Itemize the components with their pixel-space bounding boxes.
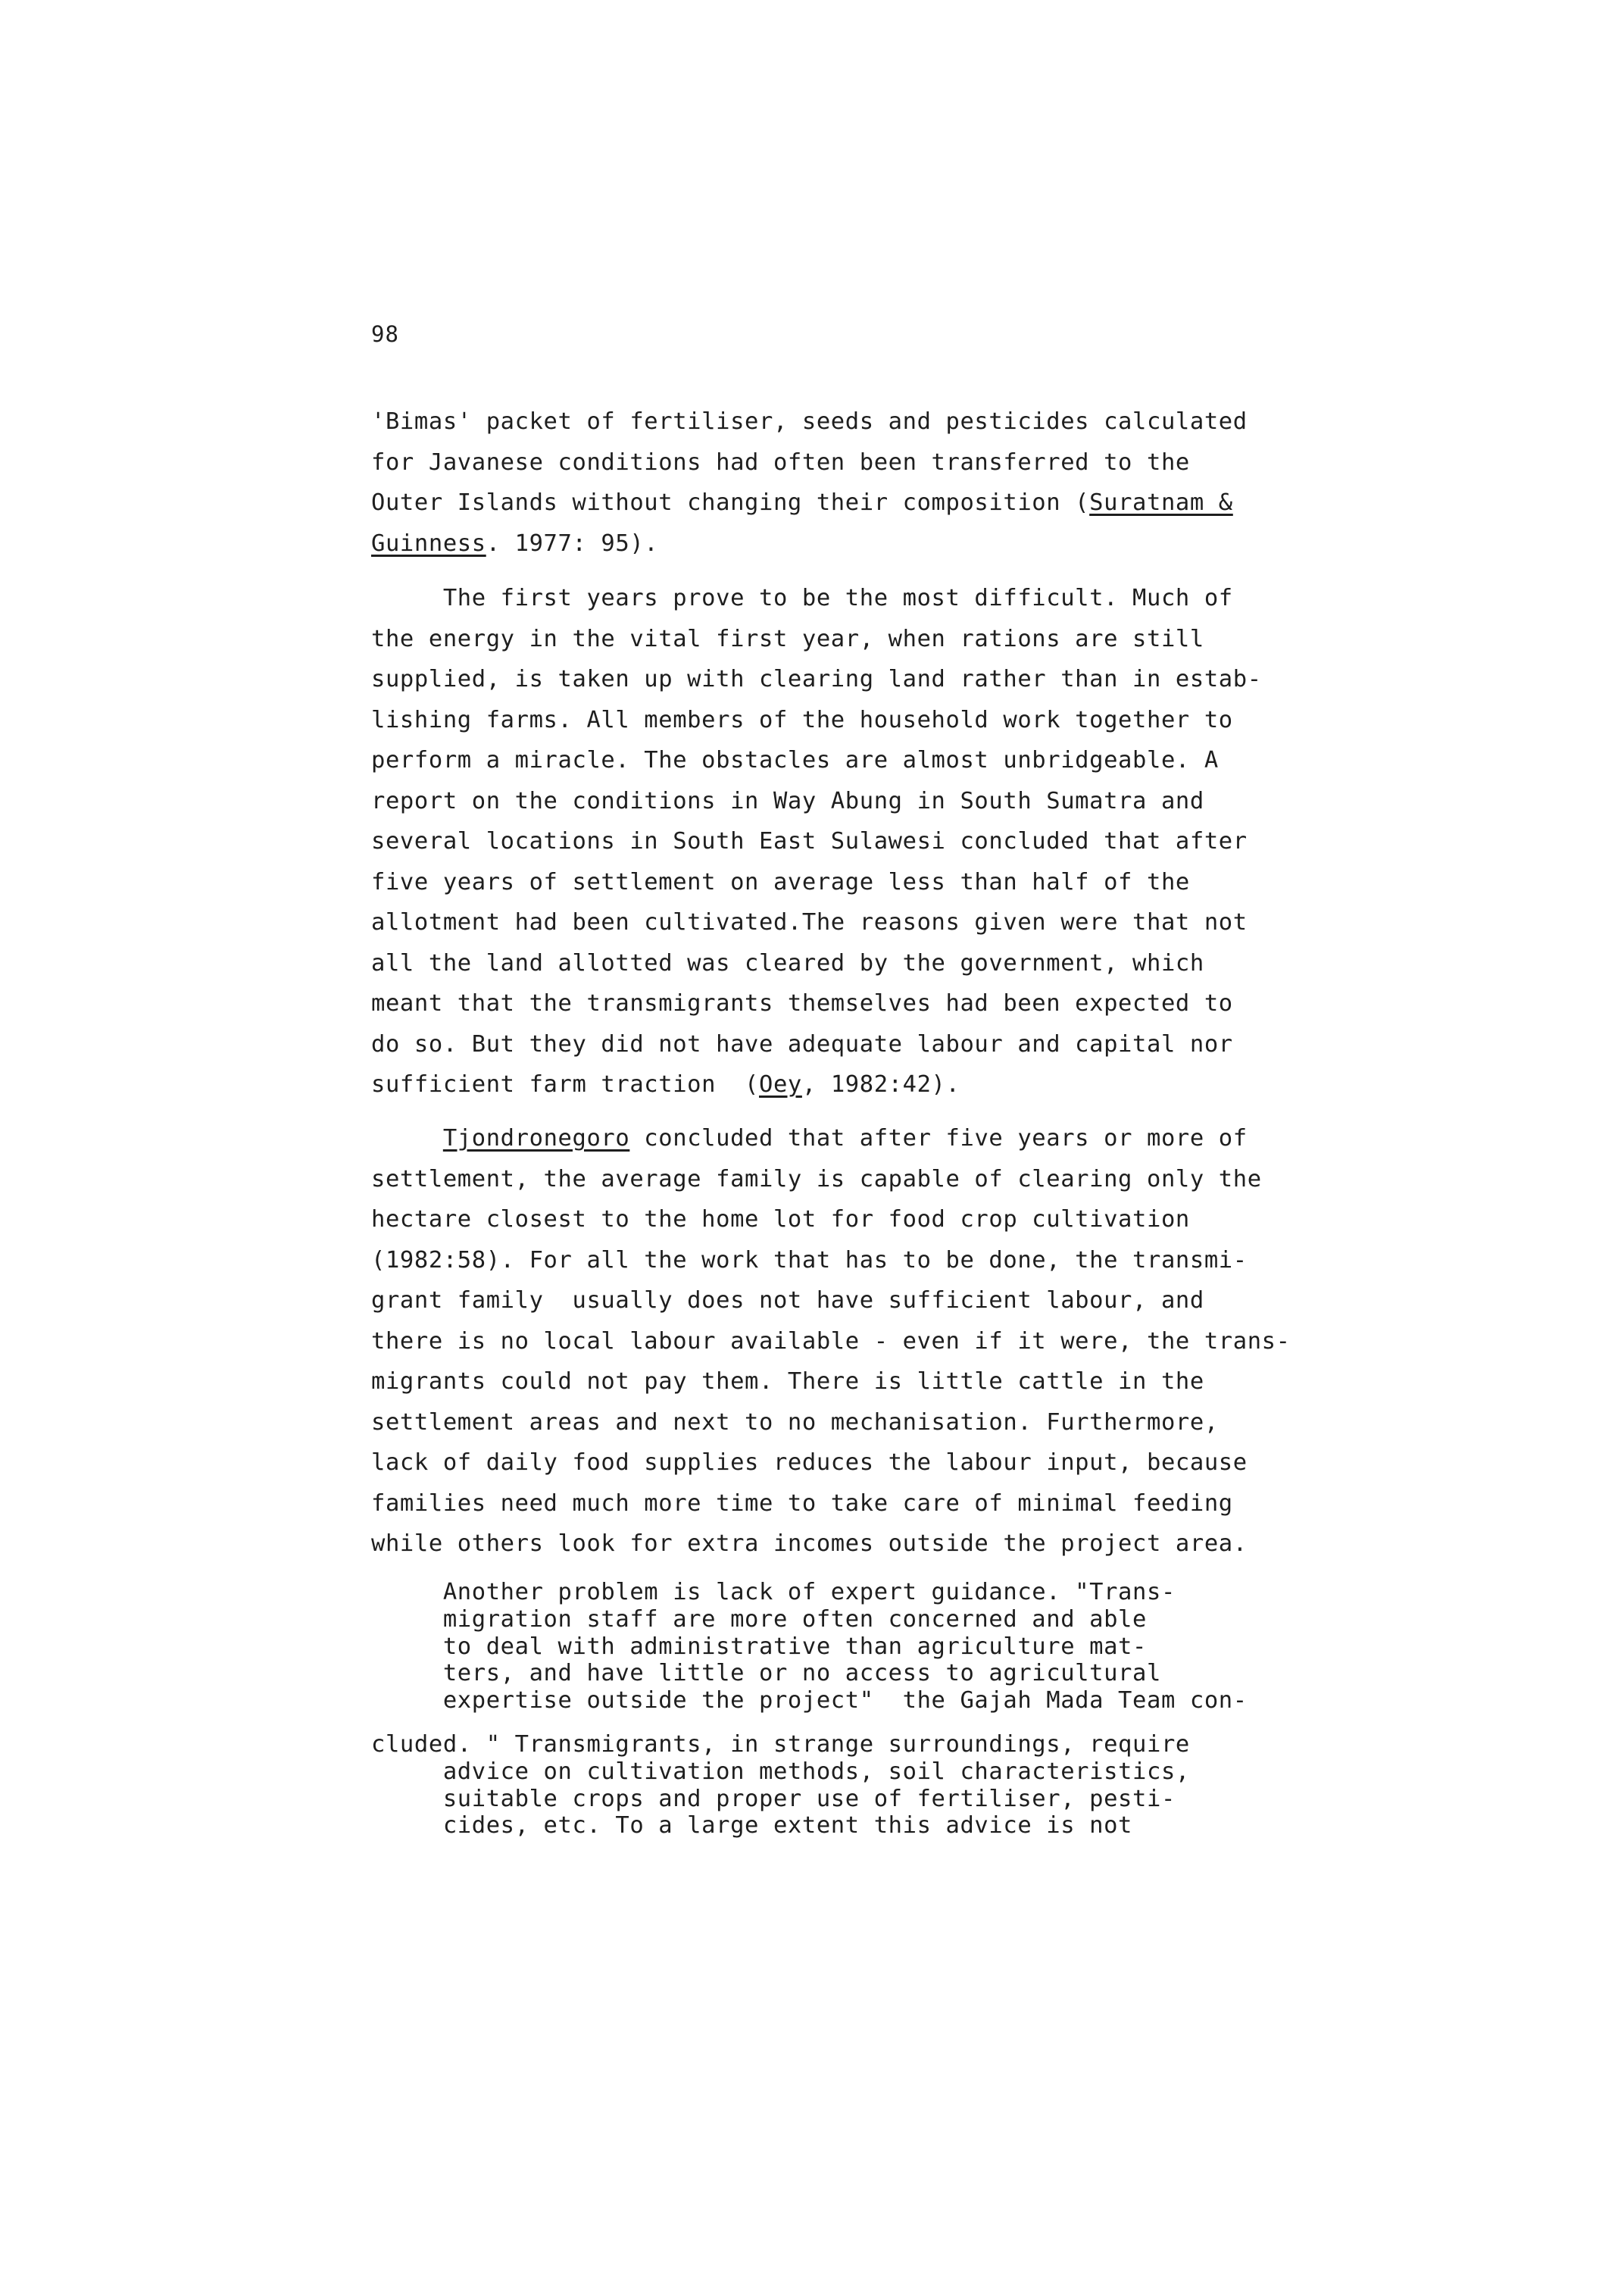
text-line (371, 1118, 1447, 1159)
paragraph-1 (371, 402, 1447, 564)
text-line: allotment had been cultivated.The reasons given were that not (371, 909, 1248, 936)
text-line: do so. But they did not have adequate labour and capital nor (371, 1030, 1233, 1058)
text-line: cluded. " Transmigrants, in strange surroundings, require (371, 1730, 1190, 1758)
text-segment: . 1977: 95). (486, 530, 659, 557)
text-segment: Outer Islands without changing their composition ( (371, 489, 1090, 516)
text-line: report on the conditions in Way Abung in South Sumatra and (371, 787, 1204, 814)
text-line: lack of daily food supplies reduces the labour input, because (371, 1449, 1248, 1476)
paragraph-3 (371, 1118, 1447, 1564)
text-segment: sufficient farm traction ( (371, 1071, 759, 1098)
text-line: settlement, the average family is capable of clearing only the (371, 1165, 1262, 1192)
text-line (371, 524, 1447, 564)
text-line: migrants could not pay them. There is little cattle in the (371, 1368, 1204, 1395)
text-line: The first years prove to be the most difficult. Much of (371, 585, 1233, 611)
text-segment (371, 1125, 443, 1152)
text-line: several locations in South East Sulawesi concluded that after (371, 828, 1248, 855)
text-segment: concluded that after five years or more of (629, 1125, 1248, 1152)
text-line: five years of settlement on average less than half of the (371, 868, 1190, 895)
text-line: hectare closest to the home lot for food crop cultivation (371, 1206, 1190, 1233)
text-line: migration staff are more often concerned and able (371, 1605, 1147, 1633)
text-line: Another problem is lack of expert guidance. "Trans- (371, 1579, 1176, 1605)
text-line: advice on cultivation methods, soil characteristics, (371, 1758, 1190, 1785)
citation-suratnam: Suratnam & (1089, 489, 1233, 516)
text-line: all the land allotted was cleared by the government, which (371, 949, 1204, 977)
citation-tjondronegoro: Tjondronegoro (442, 1125, 630, 1152)
text-line: the energy in the vital first year, when rations are still (371, 625, 1204, 652)
text-line (371, 483, 1447, 524)
page-number: 98 (371, 321, 399, 347)
text-line: expertise outside the project" the Gajah Mada Team con- (371, 1687, 1248, 1714)
text-line: grant family usually does not have sufficient labour, and (371, 1287, 1204, 1314)
text-segment: , 1982:42). (801, 1071, 960, 1098)
text-line: to deal with administrative than agriculture mat- (371, 1633, 1147, 1660)
text-line: 'Bimas' packet of fertiliser, seeds and pesticides calculated (371, 408, 1248, 435)
text-line: suitable crops and proper use of fertiliser, pesti- (371, 1785, 1176, 1812)
text-line: families need much more time to take care of minimal feeding (371, 1489, 1233, 1517)
text-line: there is no local labour available - even if it were, the trans- (371, 1327, 1291, 1355)
text-line (371, 1064, 1447, 1105)
text-line: settlement areas and next to no mechanisation. Furthermore, (371, 1408, 1219, 1436)
paragraph-2 (371, 578, 1447, 1105)
citation-guinness: Guinness (371, 530, 486, 557)
citation-oey: Oey (759, 1071, 802, 1098)
text-line: ters, and have little or no access to agricultural (371, 1660, 1161, 1687)
text-line: (1982:58). For all the work that has to be done, the transmi- (371, 1246, 1248, 1274)
text-line: for Javanese conditions had often been transferred to the (371, 449, 1190, 476)
text-line: cides, etc. To a large extent this advice is not (371, 1812, 1133, 1839)
text-line: supplied, is taken up with clearing land rather than in estab- (371, 666, 1262, 692)
text-line: perform a miracle. The obstacles are almost unbridgeable. A (371, 747, 1219, 774)
block-quote (371, 1579, 1447, 1839)
text-line: lishing farms. All members of the household work together to (371, 706, 1233, 733)
text-line: while others look for extra incomes outside the project area. (371, 1530, 1248, 1557)
text-line: meant that the transmigrants themselves had been expected to (371, 990, 1233, 1017)
